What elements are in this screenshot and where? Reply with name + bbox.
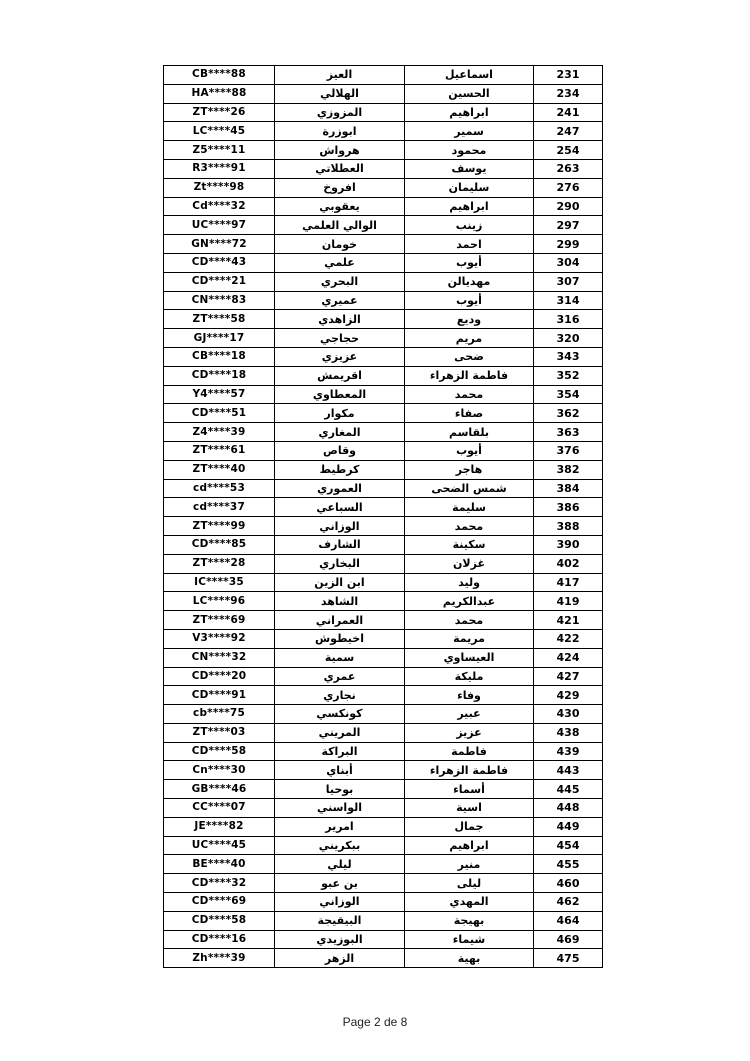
first-name-cell: وليد: [405, 573, 534, 592]
id-code-cell: CD****20: [164, 667, 275, 686]
id-code-cell: GN****72: [164, 235, 275, 254]
row-number-cell: 388: [534, 517, 603, 536]
row-number-cell: 429: [534, 686, 603, 705]
last-name-cell: عمري: [275, 667, 405, 686]
id-code-cell: V3****92: [164, 629, 275, 648]
first-name-cell: مريمة: [405, 629, 534, 648]
first-name-cell: مهديالن: [405, 272, 534, 291]
first-name-cell: أيوب: [405, 441, 534, 460]
first-name-cell: اسية: [405, 799, 534, 818]
results-table: [163, 65, 603, 968]
row-number-cell: 299: [534, 235, 603, 254]
first-name-cell: عزيز: [405, 723, 534, 742]
row-number-cell: 430: [534, 705, 603, 724]
table-row: [164, 761, 603, 780]
id-code-cell: cb****75: [164, 705, 275, 724]
first-name-cell: محمد: [405, 385, 534, 404]
table-row: [164, 780, 603, 799]
first-name-cell: صفاء: [405, 404, 534, 423]
first-name-cell: أسماء: [405, 780, 534, 799]
id-code-cell: ZT****26: [164, 103, 275, 122]
row-number-cell: 449: [534, 817, 603, 836]
first-name-cell: مليكة: [405, 667, 534, 686]
row-number-cell: 460: [534, 874, 603, 893]
first-name-cell: وفاء: [405, 686, 534, 705]
id-code-cell: cd****53: [164, 479, 275, 498]
row-number-cell: 362: [534, 404, 603, 423]
last-name-cell: امرير: [275, 817, 405, 836]
row-number-cell: 462: [534, 893, 603, 912]
table-row: [164, 479, 603, 498]
first-name-cell: شيماء: [405, 930, 534, 949]
first-name-cell: أيوب: [405, 253, 534, 272]
last-name-cell: ليلي: [275, 855, 405, 874]
last-name-cell: وقاص: [275, 441, 405, 460]
id-code-cell: CD****69: [164, 893, 275, 912]
id-code-cell: CD****16: [164, 930, 275, 949]
table-row: [164, 817, 603, 836]
id-code-cell: GB****46: [164, 780, 275, 799]
table-row: [164, 893, 603, 912]
last-name-cell: ابن الزين: [275, 573, 405, 592]
last-name-cell: العموري: [275, 479, 405, 498]
table-row: [164, 329, 603, 348]
first-name-cell: شمس الضحى: [405, 479, 534, 498]
first-name-cell: سمير: [405, 122, 534, 141]
first-name-cell: بلقاسم: [405, 423, 534, 442]
first-name-cell: أيوب: [405, 291, 534, 310]
first-name-cell: فاطمة: [405, 742, 534, 761]
table-row: [164, 404, 603, 423]
table-row: [164, 216, 603, 235]
first-name-cell: منير: [405, 855, 534, 874]
first-name-cell: يوسف: [405, 159, 534, 178]
first-name-cell: هاجر: [405, 460, 534, 479]
id-code-cell: Z4****39: [164, 423, 275, 442]
first-name-cell: بهيجة: [405, 911, 534, 930]
row-number-cell: 445: [534, 780, 603, 799]
last-name-cell: أبناي: [275, 761, 405, 780]
table-row: [164, 141, 603, 160]
id-code-cell: CD****51: [164, 404, 275, 423]
row-number-cell: 297: [534, 216, 603, 235]
first-name-cell: مريم: [405, 329, 534, 348]
last-name-cell: حجاجي: [275, 329, 405, 348]
id-code-cell: GJ****17: [164, 329, 275, 348]
first-name-cell: محمد: [405, 611, 534, 630]
table-row: [164, 686, 603, 705]
last-name-cell: كونكسي: [275, 705, 405, 724]
first-name-cell: ابراهيم: [405, 103, 534, 122]
id-code-cell: Zt****98: [164, 178, 275, 197]
id-code-cell: CD****91: [164, 686, 275, 705]
id-code-cell: ZT****40: [164, 460, 275, 479]
id-code-cell: HA****88: [164, 84, 275, 103]
last-name-cell: نجاري: [275, 686, 405, 705]
row-number-cell: 422: [534, 629, 603, 648]
last-name-cell: الشارف: [275, 535, 405, 554]
first-name-cell: احمد: [405, 235, 534, 254]
row-number-cell: 254: [534, 141, 603, 160]
table-row: [164, 460, 603, 479]
row-number-cell: 419: [534, 592, 603, 611]
id-code-cell: CD****58: [164, 742, 275, 761]
table-row: [164, 197, 603, 216]
id-code-cell: CD****32: [164, 874, 275, 893]
last-name-cell: مكوار: [275, 404, 405, 423]
last-name-cell: هرواش: [275, 141, 405, 160]
table-row: [164, 66, 603, 85]
table-row: [164, 592, 603, 611]
last-name-cell: ببكريني: [275, 836, 405, 855]
first-name-cell: غزلان: [405, 554, 534, 573]
table-row: [164, 874, 603, 893]
table-row: [164, 836, 603, 855]
id-code-cell: ZT****61: [164, 441, 275, 460]
row-number-cell: 417: [534, 573, 603, 592]
id-code-cell: ZT****99: [164, 517, 275, 536]
first-name-cell: اسماعيل: [405, 66, 534, 85]
row-number-cell: 382: [534, 460, 603, 479]
last-name-cell: البوزيدي: [275, 930, 405, 949]
table-row: [164, 441, 603, 460]
row-number-cell: 307: [534, 272, 603, 291]
table-row: [164, 648, 603, 667]
table-row: [164, 799, 603, 818]
last-name-cell: سمية: [275, 648, 405, 667]
last-name-cell: الزاهدي: [275, 310, 405, 329]
table-row: [164, 253, 603, 272]
table-row: [164, 930, 603, 949]
id-code-cell: BE****40: [164, 855, 275, 874]
id-code-cell: CD****58: [164, 911, 275, 930]
first-name-cell: المهدي: [405, 893, 534, 912]
id-code-cell: ZT****03: [164, 723, 275, 742]
row-number-cell: 439: [534, 742, 603, 761]
last-name-cell: العيز: [275, 66, 405, 85]
row-number-cell: 363: [534, 423, 603, 442]
table-row: [164, 235, 603, 254]
table-row: [164, 705, 603, 724]
last-name-cell: ابوزرة: [275, 122, 405, 141]
first-name-cell: عبير: [405, 705, 534, 724]
id-code-cell: CB****88: [164, 66, 275, 85]
first-name-cell: عبدالكريم: [405, 592, 534, 611]
last-name-cell: الوزاني: [275, 893, 405, 912]
table-row: [164, 347, 603, 366]
last-name-cell: المزوزي: [275, 103, 405, 122]
last-name-cell: اخيطوش: [275, 629, 405, 648]
row-number-cell: 352: [534, 366, 603, 385]
id-code-cell: CD****85: [164, 535, 275, 554]
last-name-cell: الهلالي: [275, 84, 405, 103]
row-number-cell: 469: [534, 930, 603, 949]
first-name-cell: بهية: [405, 949, 534, 968]
id-code-cell: cd****37: [164, 498, 275, 517]
row-number-cell: 464: [534, 911, 603, 930]
row-number-cell: 402: [534, 554, 603, 573]
last-name-cell: المريني: [275, 723, 405, 742]
last-name-cell: البخاري: [275, 554, 405, 573]
row-number-cell: 384: [534, 479, 603, 498]
last-name-cell: الزهر: [275, 949, 405, 968]
table-row: [164, 366, 603, 385]
row-number-cell: 241: [534, 103, 603, 122]
first-name-cell: العيساوي: [405, 648, 534, 667]
table-row: [164, 291, 603, 310]
id-code-cell: LC****45: [164, 122, 275, 141]
table-row: [164, 498, 603, 517]
row-number-cell: 231: [534, 66, 603, 85]
first-name-cell: محمد: [405, 517, 534, 536]
row-number-cell: 427: [534, 667, 603, 686]
id-code-cell: Y4****57: [164, 385, 275, 404]
row-number-cell: 386: [534, 498, 603, 517]
row-number-cell: 424: [534, 648, 603, 667]
last-name-cell: بوحيا: [275, 780, 405, 799]
id-code-cell: CD****43: [164, 253, 275, 272]
table-row: [164, 629, 603, 648]
last-name-cell: بن عبو: [275, 874, 405, 893]
first-name-cell: ليلى: [405, 874, 534, 893]
last-name-cell: المغاري: [275, 423, 405, 442]
first-name-cell: سكينة: [405, 535, 534, 554]
table-row: [164, 949, 603, 968]
table-row: [164, 385, 603, 404]
row-number-cell: 443: [534, 761, 603, 780]
id-code-cell: R3****91: [164, 159, 275, 178]
first-name-cell: زينب: [405, 216, 534, 235]
id-code-cell: CC****07: [164, 799, 275, 818]
last-name-cell: الواسني: [275, 799, 405, 818]
table-row: [164, 742, 603, 761]
row-number-cell: 234: [534, 84, 603, 103]
row-number-cell: 390: [534, 535, 603, 554]
last-name-cell: الوزاني: [275, 517, 405, 536]
row-number-cell: 454: [534, 836, 603, 855]
last-name-cell: علمي: [275, 253, 405, 272]
row-number-cell: 343: [534, 347, 603, 366]
table-row: [164, 159, 603, 178]
id-code-cell: Cd****32: [164, 197, 275, 216]
row-number-cell: 448: [534, 799, 603, 818]
last-name-cell: العمراني: [275, 611, 405, 630]
last-name-cell: افروخ: [275, 178, 405, 197]
last-name-cell: السباعي: [275, 498, 405, 517]
row-number-cell: 263: [534, 159, 603, 178]
results-table-body: [164, 66, 603, 968]
last-name-cell: المعطاوي: [275, 385, 405, 404]
first-name-cell: سليمة: [405, 498, 534, 517]
table-row: [164, 911, 603, 930]
last-name-cell: البحري: [275, 272, 405, 291]
last-name-cell: يعقوبي: [275, 197, 405, 216]
id-code-cell: Z5****11: [164, 141, 275, 160]
id-code-cell: ZT****28: [164, 554, 275, 573]
table-row: [164, 122, 603, 141]
last-name-cell: الشاهد: [275, 592, 405, 611]
id-code-cell: ZT****69: [164, 611, 275, 630]
last-name-cell: البراكة: [275, 742, 405, 761]
table-row: [164, 178, 603, 197]
id-code-cell: IC****35: [164, 573, 275, 592]
last-name-cell: عزيزي: [275, 347, 405, 366]
id-code-cell: Zh****39: [164, 949, 275, 968]
first-name-cell: ابراهيم: [405, 197, 534, 216]
table-row: [164, 554, 603, 573]
table-row: [164, 611, 603, 630]
last-name-cell: اقريمش: [275, 366, 405, 385]
first-name-cell: الحسين: [405, 84, 534, 103]
table-row: [164, 667, 603, 686]
last-name-cell: كرطيط: [275, 460, 405, 479]
id-code-cell: CD****18: [164, 366, 275, 385]
id-code-cell: UC****97: [164, 216, 275, 235]
id-code-cell: LC****96: [164, 592, 275, 611]
id-code-cell: Cn****30: [164, 761, 275, 780]
row-number-cell: 314: [534, 291, 603, 310]
row-number-cell: 376: [534, 441, 603, 460]
table-row: [164, 723, 603, 742]
table-row: [164, 84, 603, 103]
first-name-cell: فاطمة الزهراء: [405, 761, 534, 780]
table-row: [164, 535, 603, 554]
table-row: [164, 103, 603, 122]
row-number-cell: 354: [534, 385, 603, 404]
id-code-cell: CN****32: [164, 648, 275, 667]
last-name-cell: خومان: [275, 235, 405, 254]
row-number-cell: 316: [534, 310, 603, 329]
row-number-cell: 438: [534, 723, 603, 742]
first-name-cell: فاطمة الزهراء: [405, 366, 534, 385]
first-name-cell: محمود: [405, 141, 534, 160]
row-number-cell: 290: [534, 197, 603, 216]
row-number-cell: 455: [534, 855, 603, 874]
id-code-cell: ZT****58: [164, 310, 275, 329]
row-number-cell: 421: [534, 611, 603, 630]
table-row: [164, 310, 603, 329]
id-code-cell: UC****45: [164, 836, 275, 855]
first-name-cell: جمال: [405, 817, 534, 836]
id-code-cell: CN****83: [164, 291, 275, 310]
first-name-cell: سليمان: [405, 178, 534, 197]
id-code-cell: CB****18: [164, 347, 275, 366]
last-name-cell: العطلاتي: [275, 159, 405, 178]
last-name-cell: عميري: [275, 291, 405, 310]
row-number-cell: 247: [534, 122, 603, 141]
first-name-cell: وديع: [405, 310, 534, 329]
table-row: [164, 423, 603, 442]
id-code-cell: CD****21: [164, 272, 275, 291]
first-name-cell: ابراهيم: [405, 836, 534, 855]
table-row: [164, 573, 603, 592]
row-number-cell: 475: [534, 949, 603, 968]
first-name-cell: ضحى: [405, 347, 534, 366]
last-name-cell: البيقيجة: [275, 911, 405, 930]
row-number-cell: 276: [534, 178, 603, 197]
table-row: [164, 517, 603, 536]
row-number-cell: 304: [534, 253, 603, 272]
last-name-cell: الوالي العلمي: [275, 216, 405, 235]
table-row: [164, 855, 603, 874]
row-number-cell: 320: [534, 329, 603, 348]
table-row: [164, 272, 603, 291]
id-code-cell: JE****82: [164, 817, 275, 836]
page-footer: Page 2 de 8: [342, 1015, 408, 1029]
